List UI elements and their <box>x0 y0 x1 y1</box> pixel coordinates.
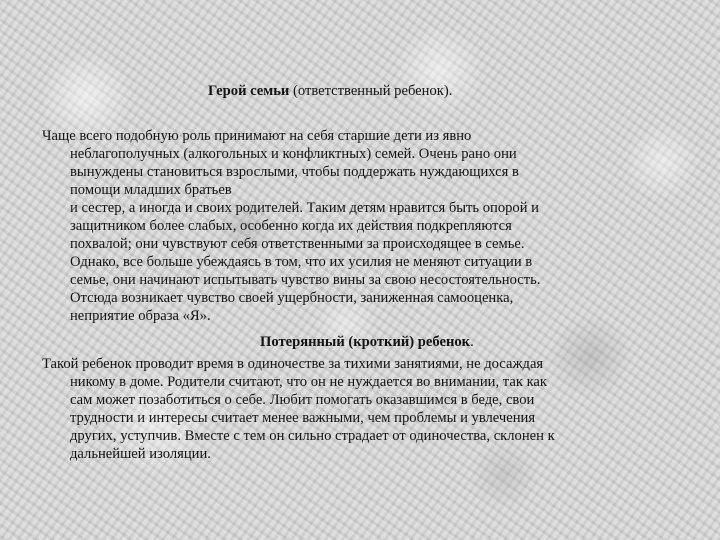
heading-lost-child-bold: Потерянный (кроткий) ребенок <box>260 334 471 350</box>
heading-family-hero-rest: (ответственный ребенок). <box>289 83 453 99</box>
text-line: Отсюда возникает чувство своей ущербности, заниженная самооценка, <box>70 290 514 306</box>
text-line: и сестер, а иногда и своих родителей. Таким детям нравится быть опорой и <box>70 200 539 216</box>
text-line: Чаще всего подобную роль принимают на себя старшие дети из явно <box>42 128 472 144</box>
heading-family-hero <box>208 82 452 100</box>
text-line: неприятие образа «Я». <box>70 308 211 324</box>
text-line: трудности и интересы считает менее важными, чем проблемы и увлечения <box>70 410 536 426</box>
paragraph-lost-child <box>42 355 555 463</box>
text-line: защитником более слабых, особенно когда их действия подкрепляются <box>70 218 512 234</box>
text-line: похвалой; они чувствуют себя ответственными за происходящее в семье. <box>70 236 525 252</box>
heading-family-hero-bold: Герой семьи <box>208 83 290 99</box>
heading-lost-child <box>260 333 474 351</box>
text-line: вынуждены становиться взрослыми, чтобы поддержать нуждающихся в <box>70 164 519 180</box>
text-line: никому в доме. Родители считают, что он не нуждается во внимании, так как <box>70 374 548 390</box>
text-line: семье, они начинают испытывать чувство вины за свою несостоятельность. <box>70 272 541 288</box>
text-line: Однако, все больше убеждаясь в том, что их усилия не меняют ситуации в <box>70 254 533 270</box>
text-line: помощи младших братьев <box>70 182 232 198</box>
paragraph-family-hero <box>42 127 540 325</box>
text-line: дальнейшей изоляции. <box>70 446 211 462</box>
text-line: других, уступчив. Вместе с тем он сильно страдает от одиночества, склонен к <box>70 428 555 444</box>
text-line: Такой ребенок проводит время в одиночестве за тихими занятиями, не досаждая <box>42 356 544 372</box>
heading-lost-child-rest: . <box>470 334 474 350</box>
text-line: сам может позаботиться о себе. Любит помогать оказавшимся в беде, свои <box>70 392 535 408</box>
text-line: неблагополучных (алкогольных и конфликтных) семей. Очень рано они <box>70 146 517 162</box>
